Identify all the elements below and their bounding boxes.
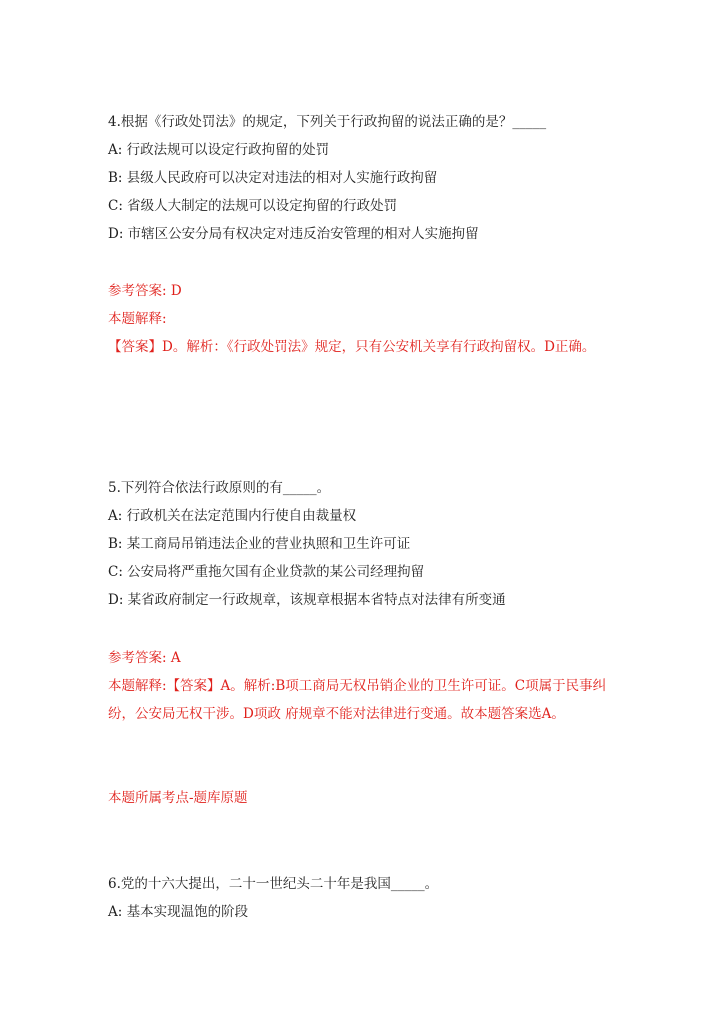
q4-option-d: D: 市辖区公安分局有权决定对违反治安管理的相对人实施拘留 xyxy=(108,226,479,242)
q5-option-c: C: 公安局将严重拖欠国有企业贷款的某公司经理拘留 xyxy=(108,564,425,580)
q5-explanation: 本题解释:【答案】A。解析:B项工商局无权吊销企业的卫生许可证。C项属于民事纠纷，公安局无权干涉。D项政 府规章不能对法律进行变通。故本题答案选A。 xyxy=(108,678,607,722)
q4-option-a: A: 行政法规可以设定行政拘留的处罚 xyxy=(108,142,330,158)
question-4-text: 4.根据《行政处罚法》的规定，下列关于行政拘留的说法正确的是？_____ xyxy=(108,114,547,130)
q5-option-b: B: 某工商局吊销违法企业的营业执照和卫生许可证 xyxy=(108,536,411,552)
q5-option-d: D: 某省政府制定一行政规章，该规章根据本省特点对法律有所变通 xyxy=(108,592,506,608)
q5-source: 本题所属考点-题库原题 xyxy=(108,790,248,806)
q4-option-c: C: 省级人大制定的法规可以设定拘留的行政处罚 xyxy=(108,198,398,214)
q4-explanation: 【答案】D。解析：《行政处罚法》规定，只有公安机关享有行政拘留权。D正确。 xyxy=(108,339,596,355)
question-5-text: 5.下列符合依法行政原则的有_____。 xyxy=(108,480,331,496)
q4-option-b: B: 县级人民政府可以决定对违法的相对人实施行政拘留 xyxy=(108,170,438,186)
q5-option-a: A: 行政机关在法定范围内行使自由裁量权 xyxy=(108,508,357,524)
q4-answer: 参考答案: D xyxy=(108,283,182,299)
q4-explanation-label: 本题解释: xyxy=(108,311,167,327)
q5-answer: 参考答案: A xyxy=(108,650,181,666)
question-6-text: 6.党的十六大提出，二十一世纪头二十年是我国_____。 xyxy=(108,876,439,892)
q6-option-a: A: 基本实现温饱的阶段 xyxy=(108,904,249,920)
